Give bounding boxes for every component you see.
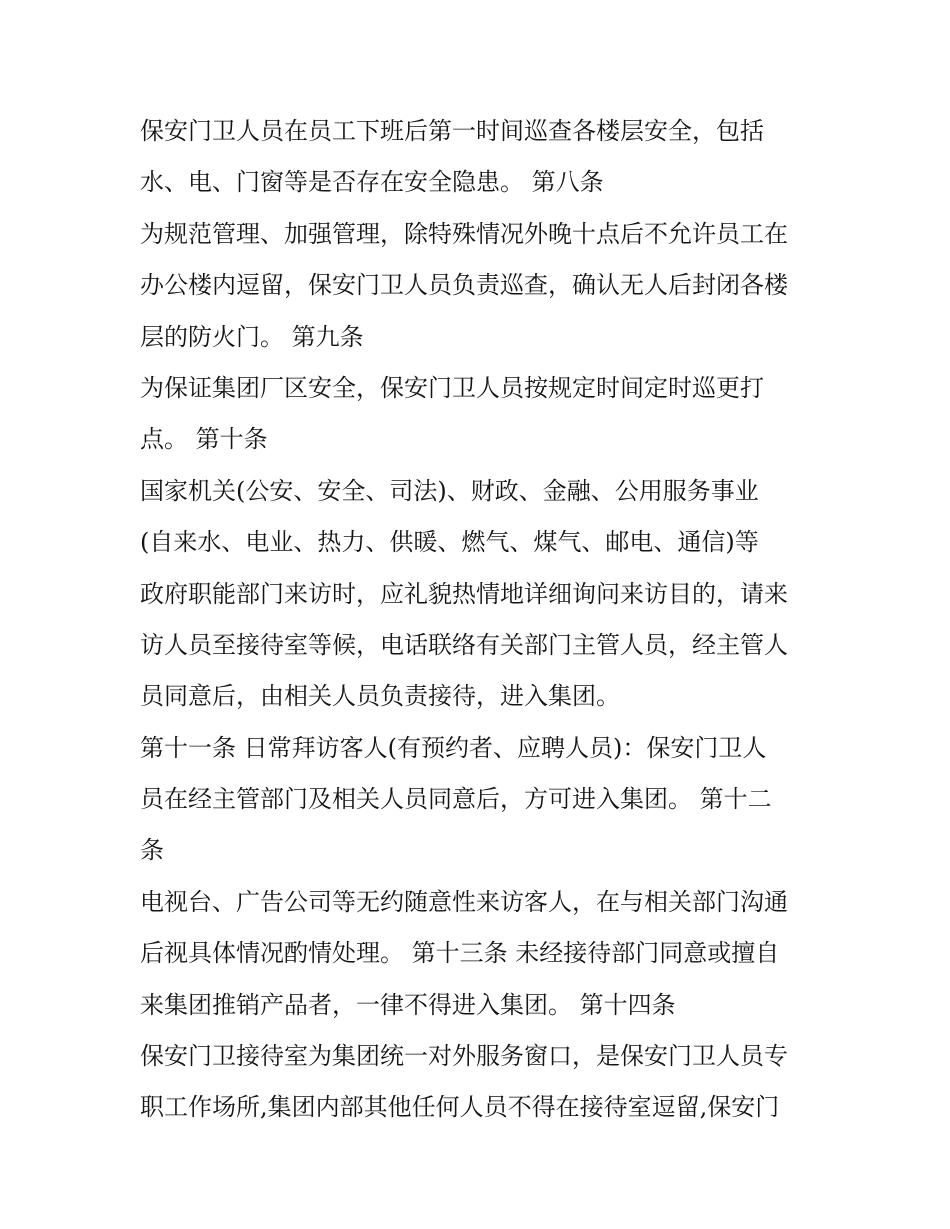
text-line: 政府职能部门来访时，应礼貌热情地详细询问来访目的，请来 <box>140 579 788 608</box>
text-line: 访人员至接待室等候，电话联络有关部门主管人员，经主管人 <box>140 630 788 659</box>
text-line: 后视具体情况酌情处理。 第十三条 未经接待部门同意或擅自 <box>140 939 780 968</box>
text-line: 点。 第十条 <box>140 425 268 454</box>
text-line: 员同意后，由相关人员负责接待，进入集团。 <box>140 682 620 711</box>
document-body <box>140 106 820 1134</box>
text-line: 电视台、广告公司等无约随意性来访客人，在与相关部门沟通 <box>140 887 788 916</box>
text-line: 第十一条 日常拜访客人(有预约者、应聘人员)：保安门卫人 <box>140 733 767 762</box>
text-line: 为保证集团厂区安全，保安门卫人员按规定时间定时巡更打 <box>140 373 764 402</box>
text-line: 保安门卫接待室为集团统一对外服务窗口，是保安门卫人员专 <box>140 1042 788 1071</box>
text-line: 条 <box>140 836 164 865</box>
text-line: 来集团推销产品者，一律不得进入集团。 第十四条 <box>140 990 676 1019</box>
text-line: 员在经主管部门及相关人员同意后，方可进入集团。 第十二 <box>140 785 772 814</box>
text-line: (自来水、电业、热力、供暖、燃气、煤气、邮电、通信)等 <box>140 528 759 557</box>
text-line: 为规范管理、加强管理，除特殊情况外晚十点后不允许员工在 <box>140 219 788 248</box>
text-line: 层的防火门。 第九条 <box>140 322 364 351</box>
text-line: 办公楼内逗留，保安门卫人员负责巡查，确认无人后封闭各楼 <box>140 271 788 300</box>
text-line: 保安门卫人员在员工下班后第一时间巡查各楼层安全，包括 <box>140 117 764 145</box>
text-line: 水、电、门窗等是否存在安全隐患。 第八条 <box>140 168 604 197</box>
text-line: 国家机关(公安、安全、司法)、财政、金融、公用服务事业 <box>140 476 759 505</box>
text-line: 职工作场所,集团内部其他任何人员不得在接待室逗留,保安门 <box>140 1093 780 1122</box>
